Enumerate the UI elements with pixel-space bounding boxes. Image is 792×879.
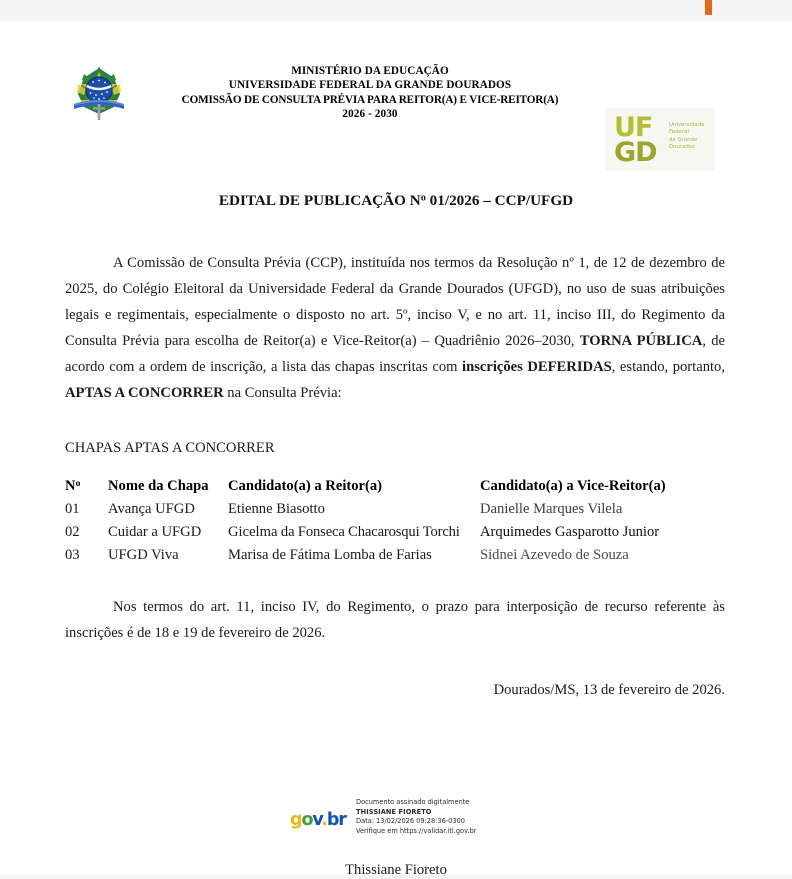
- column-header-numero: [65, 472, 108, 498]
- viewer-top-bar: [0, 0, 792, 22]
- cell-numero: 02: [65, 524, 80, 541]
- table-row: [65, 544, 735, 567]
- header-line-ministry: MINISTÉRIO DA EDUCAÇÃO: [291, 65, 449, 77]
- cell-nome-chapa: Cuidar a UFGD: [108, 524, 202, 541]
- column-header-candidato-reitor: Candidato(a) a Reitor(a): [228, 478, 383, 495]
- cell-nome-chapa: Avança UFGD: [108, 501, 195, 518]
- main-paragraph-bold-aptas: APTAS A CONCORRER: [65, 385, 224, 401]
- cell-candidato-reitor: [228, 521, 480, 544]
- main-paragraph-segment-3: , estando, portanto,: [611, 359, 725, 375]
- main-paragraph-segment-1: A Comissão de Consulta Prévia (CCP), instituída nos termos da Resolução nº 1, de 12 de dezembro de 2025, do Colégio Eleitoral da Universidade Federal da Grande Dourados (UFGD), no uso de suas atribuições legais e regimentais, especialmente o disposto no art. 5º, inciso V, e no art. 11, inciso III, do Regimento da Consulta Prévia para escolha de Reitor(a) e Vice-Reitor(a) – Quadriênio 2026–2030,: [65, 255, 725, 349]
- header-line-period: 2026 - 2030: [342, 108, 398, 121]
- page-title: [0, 192, 792, 210]
- cell-candidato-reitor-lead: Etienne Biasotto: [228, 501, 325, 518]
- signer-printed-name: Thissiane Fioreto: [345, 862, 447, 878]
- document-header: [0, 60, 792, 168]
- column-header-numero-text: N: [65, 478, 76, 495]
- stamp-line-date: Data: 13/02/2026 09:28:36-0300: [356, 817, 465, 826]
- main-paragraph-bold-torna-publica: TORNA PÚBLICA: [579, 333, 703, 349]
- digital-signature-stamp: [290, 798, 530, 844]
- cell-candidato-reitor-rest: da Fonseca Chacarosqui Torchi: [277, 524, 460, 541]
- cell-numero: 03: [65, 547, 80, 564]
- cell-nome-chapa: UFGD Viva: [108, 547, 179, 564]
- main-paragraph-bold-deferidas: inscrições DEFERIDAS: [462, 359, 612, 375]
- chapas-table-body: [65, 498, 735, 567]
- header-institution-block: [150, 64, 590, 122]
- column-header-numero-ordinal: o: [75, 478, 81, 489]
- main-paragraph: [65, 250, 725, 406]
- govbr-logo-dot: .: [321, 810, 327, 830]
- cell-candidato-vice: Danielle Marques Vilela: [480, 501, 623, 518]
- viewer-progress-marker: [705, 0, 712, 15]
- ufgd-wordmark: [669, 122, 704, 152]
- recurso-paragraph-text: Nos termos do art. 11, inciso IV, do Regimento, o prazo para interposição de recurso referente às inscrições é de 18 e 19 de fevereiro de 2026.: [65, 599, 725, 641]
- table-row: [65, 498, 735, 521]
- page-title-ordinal: o: [420, 192, 426, 204]
- recurso-paragraph: [65, 594, 725, 646]
- govbr-logo-br: br: [326, 810, 346, 830]
- table-header-row: [65, 472, 735, 498]
- ufgd-monogram-top: UF: [614, 112, 653, 143]
- ufgd-monogram-bottom: GD: [614, 137, 657, 168]
- cell-candidato-reitor: [228, 544, 480, 567]
- cell-candidato-vice: Sidnei Azevedo de Souza: [480, 547, 629, 564]
- chapas-section-heading: CHAPAS APTAS A CONCORRER: [65, 440, 275, 456]
- stamp-line-assinado: Documento assinado digitalmente: [356, 798, 470, 806]
- govbr-logo-o: o: [301, 810, 313, 830]
- ufgd-logo: [605, 108, 715, 171]
- govbr-logo-g: g: [290, 810, 302, 830]
- document-page: [0, 22, 792, 878]
- ufgd-wordmark-line3: da Grande: [669, 136, 698, 143]
- stamp-line-verify-url: Verifique em https://validar.iti.gov.br: [356, 826, 477, 835]
- cell-candidato-reitor-lead: Marisa de Fátima Lomba de Farias: [228, 547, 432, 564]
- place-and-date: Dourados/MS, 13 de fevereiro de 2026.: [493, 682, 725, 698]
- ufgd-monogram: [614, 112, 666, 168]
- main-paragraph-segment-4: na Consulta Prévia:: [223, 385, 342, 401]
- ufgd-wordmark-line1: Universidade: [669, 122, 705, 128]
- signature-stamp-text: [356, 798, 476, 836]
- header-line-university: UNIVERSIDADE FEDERAL DA GRANDE DOURADOS: [228, 79, 512, 92]
- govbr-logo-v: v: [312, 810, 322, 830]
- cell-candidato-reitor-lead: Gicelma: [228, 524, 278, 541]
- brazil-coat-of-arms-icon: [68, 62, 130, 124]
- main-paragraph-segment-2: , de acordo com a ordem de inscrição, a lista das chapas inscritas com: [65, 333, 725, 375]
- ufgd-wordmark-line2: Federal: [669, 129, 689, 136]
- cell-candidato-vice: Arquimedes Gasparotto Junior: [480, 524, 660, 541]
- page-title-suffix: 01/2026 – CCP/UFGD: [425, 192, 574, 209]
- ufgd-wordmark-line4: Dourados: [669, 144, 695, 151]
- chapas-table: [65, 472, 735, 567]
- table-row: [65, 521, 735, 544]
- column-header-nome-chapa: Nome da Chapa: [108, 478, 209, 495]
- cell-candidato-reitor: [228, 498, 480, 521]
- page-title-prefix: EDITAL DE PUBLICAÇÃO N: [218, 192, 421, 209]
- govbr-logo-icon: [290, 811, 346, 829]
- header-line-commission: COMISSÃO DE CONSULTA PRÉVIA PARA REITOR(A) E VICE-REITOR(A): [181, 93, 559, 106]
- column-header-candidato-vice-reitor: Candidato(a) a Vice-Reitor(a): [480, 478, 666, 495]
- stamp-signer-name: THISSIANE FIORETO: [356, 807, 432, 816]
- cell-numero: 01: [65, 501, 80, 518]
